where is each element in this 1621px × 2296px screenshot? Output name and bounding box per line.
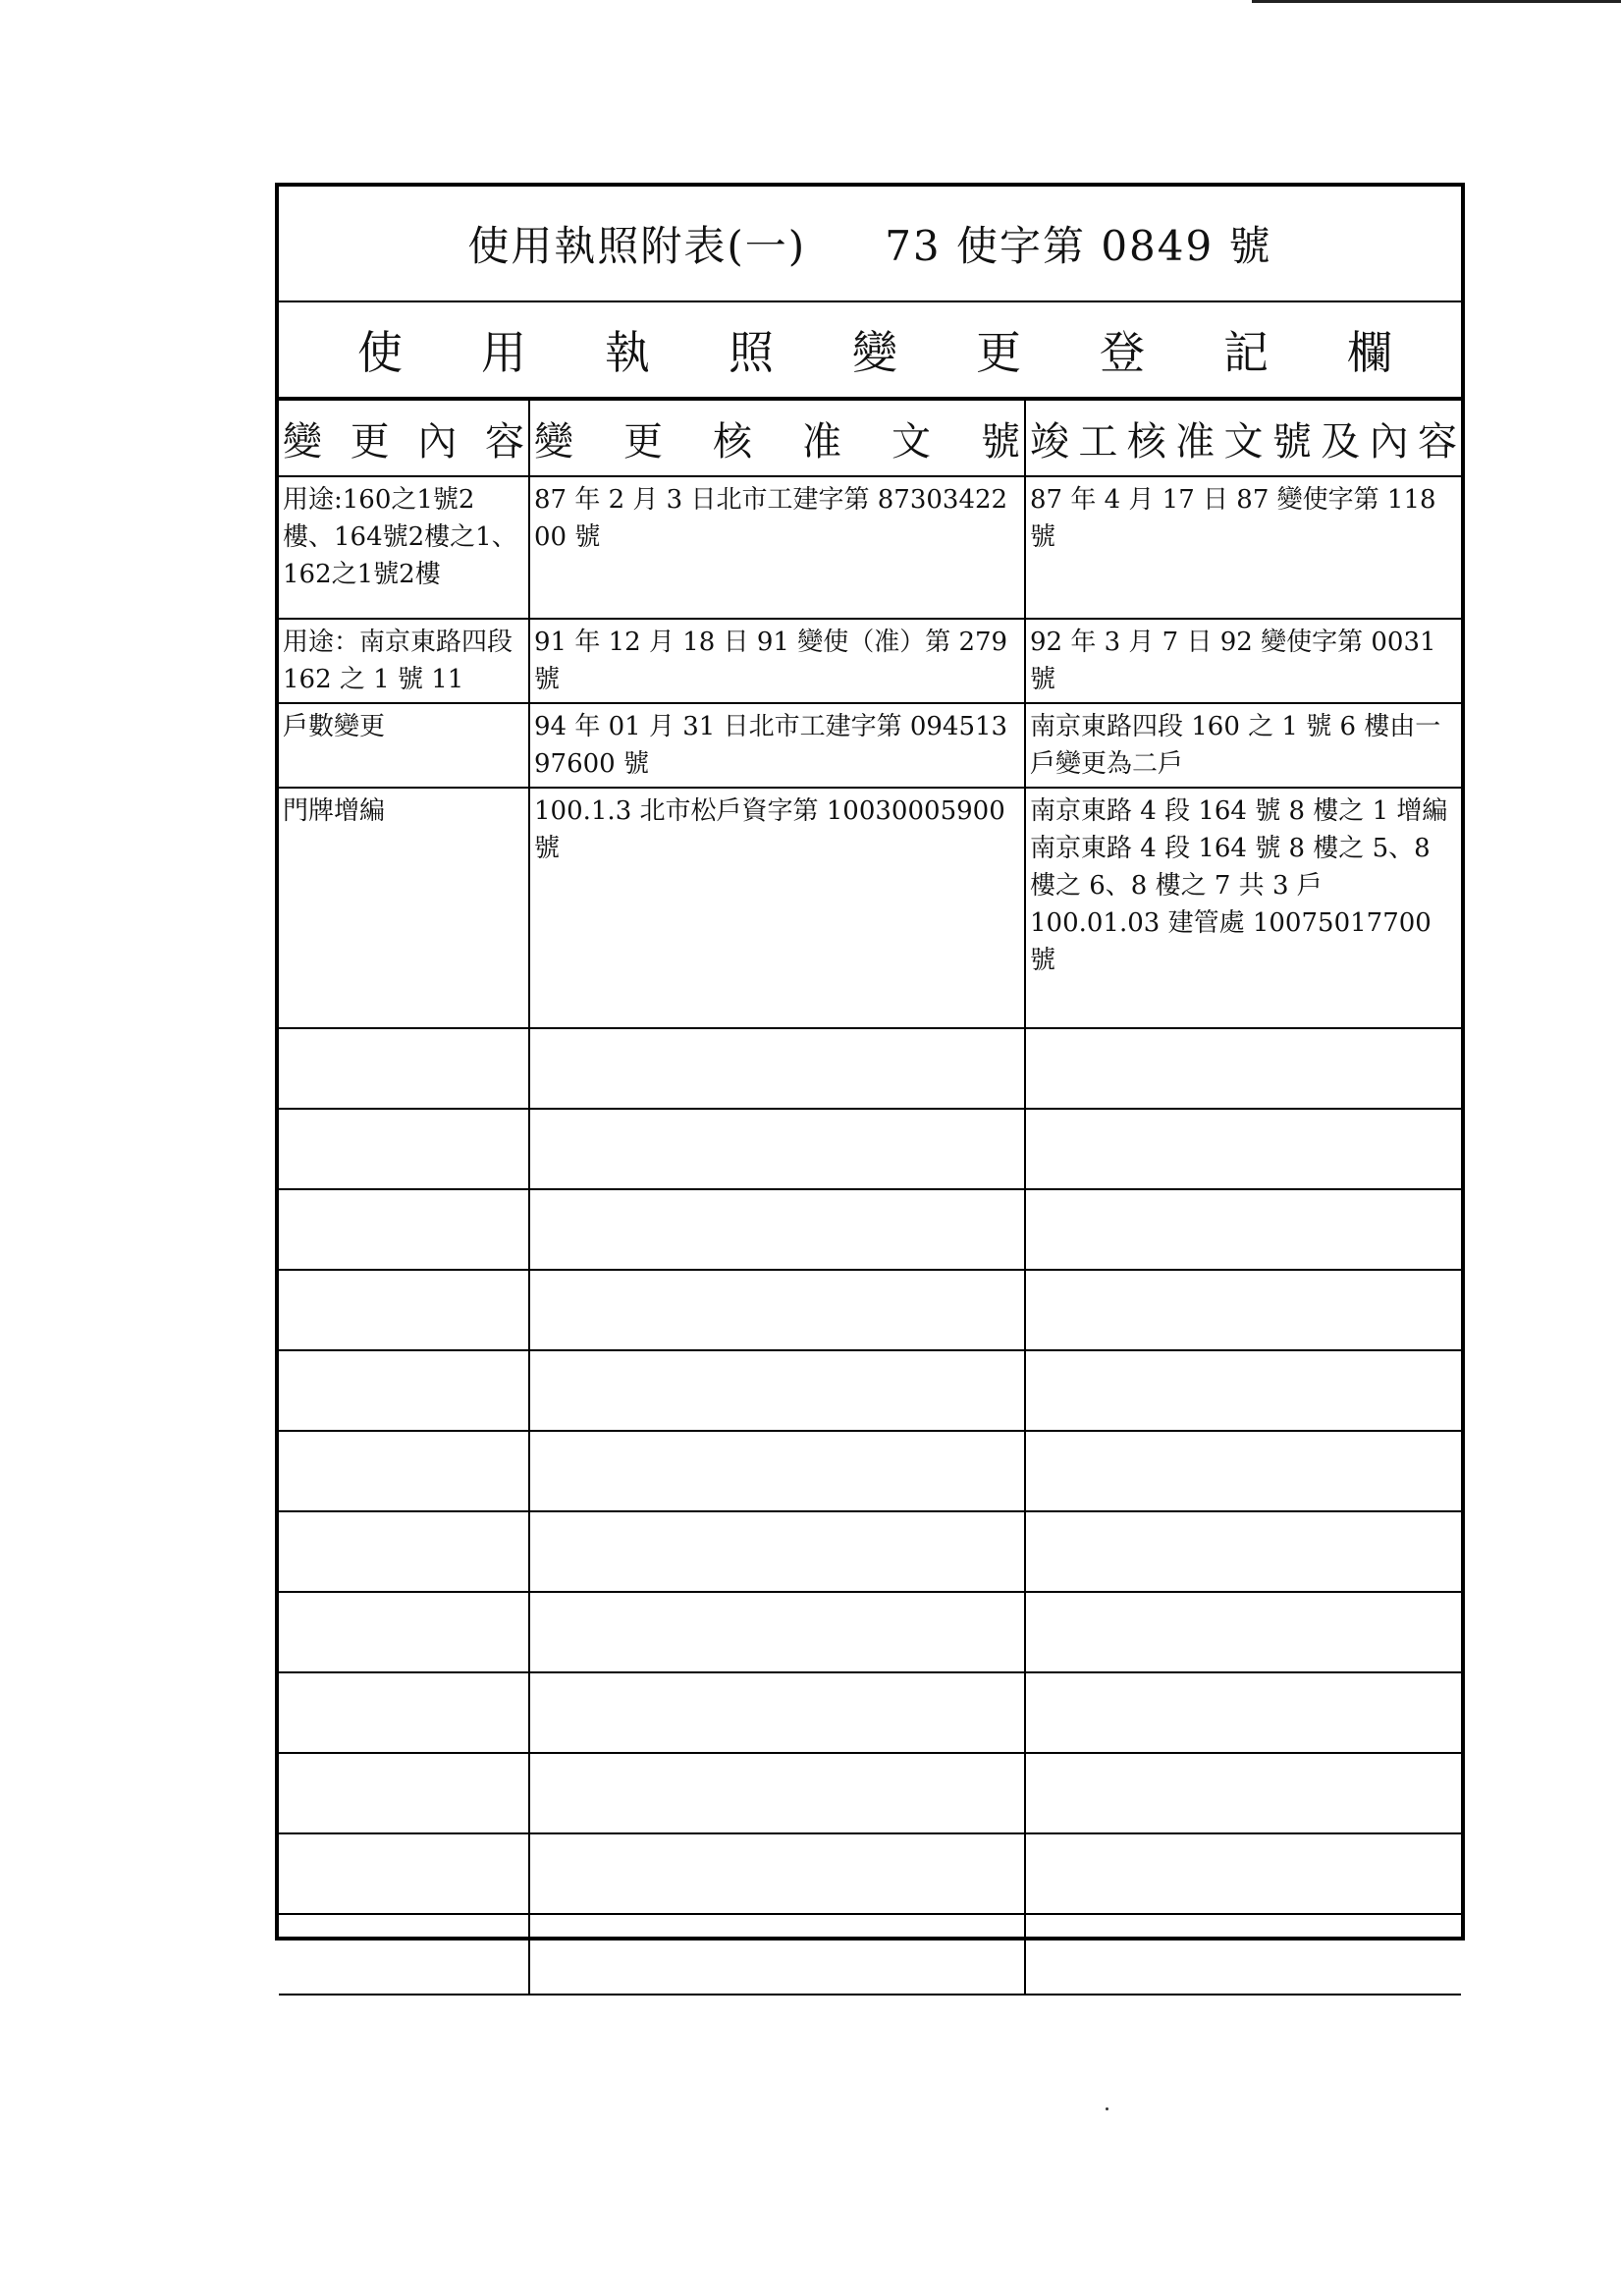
- empty-cell: [279, 1350, 529, 1431]
- table-row: [279, 476, 1461, 619]
- empty-cell: [529, 1270, 1025, 1350]
- empty-cell: [529, 1914, 1025, 1995]
- empty-cell: [279, 1592, 529, 1672]
- subtitle-char: 更: [976, 326, 1021, 379]
- subtitle-char: 照: [729, 326, 774, 379]
- form-subtitle: [279, 302, 1461, 399]
- table-row: [279, 619, 1461, 703]
- subtitle-char: 用: [481, 326, 526, 379]
- change-record-table: [279, 399, 1461, 1995]
- header-char: 竣: [1030, 418, 1069, 465]
- empty-cell: [529, 1753, 1025, 1833]
- empty-table-row: [279, 1511, 1461, 1592]
- subtitle-char: 變: [852, 326, 897, 379]
- license-number: 73 使字第 0849 號: [885, 222, 1272, 270]
- empty-cell: [1025, 1672, 1461, 1753]
- empty-cell: [279, 1914, 529, 1995]
- header-char: 准: [802, 418, 841, 465]
- empty-cell: [279, 1833, 529, 1914]
- header-char: 變: [534, 418, 573, 465]
- scan-edge-mark: [1252, 0, 1621, 3]
- empty-table-row: [279, 1270, 1461, 1350]
- header-char: 文: [1223, 418, 1264, 465]
- empty-table-row: [279, 1189, 1461, 1270]
- empty-cell: [279, 1189, 529, 1270]
- cell-completion-details: 南京東路 4 段 164 號 8 樓之 1 增編 南京東路 4 段 164 號 8 樓之 5、8 樓之 6、8 樓之 7 共 3 戶 100.01.03 建管處 10075017700 號: [1025, 788, 1461, 1028]
- empty-table-row: [279, 1028, 1461, 1109]
- empty-cell: [1025, 1592, 1461, 1672]
- empty-cell: [279, 1511, 529, 1592]
- empty-cell: [1025, 1189, 1461, 1270]
- empty-cell: [529, 1109, 1025, 1189]
- subtitle-char: 使: [357, 326, 403, 379]
- cell-approval-number: 94 年 01 月 31 日北市工建字第 09451397600 號: [529, 703, 1025, 788]
- cell-change-content: 戶數變更: [279, 703, 529, 788]
- column-header-content: [279, 400, 529, 476]
- empty-cell: [529, 1028, 1025, 1109]
- form-title: 使用執照附表(一): [467, 222, 807, 270]
- table-row: [279, 788, 1461, 1028]
- table-header-row: [279, 400, 1461, 476]
- header-char: 號: [981, 418, 1020, 465]
- cell-approval-number: 87 年 2 月 3 日北市工建字第 8730342200 號: [529, 476, 1025, 619]
- cell-change-content: 用途:160之1號2樓、164號2樓之1、162之1號2樓: [279, 476, 529, 619]
- empty-table-row: [279, 1109, 1461, 1189]
- subtitle-char: 記: [1223, 326, 1269, 379]
- empty-cell: [1025, 1511, 1461, 1592]
- header-char: 及: [1321, 418, 1361, 465]
- subtitle-char: 執: [605, 326, 650, 379]
- empty-cell: [1025, 1350, 1461, 1431]
- header-char: 更: [350, 418, 390, 465]
- header-char: 准: [1175, 418, 1216, 465]
- empty-cell: [279, 1109, 529, 1189]
- empty-cell: [1025, 1270, 1461, 1350]
- empty-cell: [529, 1511, 1025, 1592]
- cell-approval-number: 100.1.3 北市松戶資字第 10030005900 號: [529, 788, 1025, 1028]
- empty-table-row: [279, 1672, 1461, 1753]
- empty-cell: [1025, 1914, 1461, 1995]
- empty-cell: [279, 1672, 529, 1753]
- header-char: 內: [417, 418, 458, 465]
- empty-table-row: [279, 1350, 1461, 1431]
- cell-approval-number: 91 年 12 月 18 日 91 變使（准）第 279 號: [529, 619, 1025, 703]
- column-header-approval: [529, 400, 1025, 476]
- cell-change-content: 用途：南京東路四段 162 之 1 號 11: [279, 619, 529, 703]
- empty-table-row: [279, 1431, 1461, 1511]
- empty-cell: [1025, 1833, 1461, 1914]
- header-char: 核: [1126, 418, 1166, 465]
- cell-completion-details: 南京東路四段 160 之 1 號 6 樓由一戶變更為二戶: [1025, 703, 1461, 788]
- header-char: 變: [283, 418, 322, 465]
- header-char: 容: [484, 418, 524, 465]
- empty-cell: [529, 1350, 1025, 1431]
- subtitle-char: 登: [1100, 326, 1145, 379]
- cell-completion-details: 87 年 4 月 17 日 87 變使字第 118 號: [1025, 476, 1461, 619]
- empty-table-row: [279, 1592, 1461, 1672]
- empty-cell: [529, 1189, 1025, 1270]
- header-char: 內: [1369, 418, 1409, 465]
- empty-cell: [1025, 1431, 1461, 1511]
- empty-cell: [529, 1592, 1025, 1672]
- column-header-completion: [1025, 400, 1461, 476]
- header-char: 號: [1271, 418, 1312, 465]
- empty-cell: [279, 1431, 529, 1511]
- empty-table-row: [279, 1753, 1461, 1833]
- header-char: 容: [1418, 418, 1457, 465]
- header-char: 文: [892, 418, 931, 465]
- table-row: [279, 703, 1461, 788]
- empty-table-row: [279, 1833, 1461, 1914]
- header-char: 工: [1078, 418, 1118, 465]
- scan-speck: [1106, 2107, 1108, 2110]
- header-char: 核: [713, 418, 752, 465]
- empty-cell: [529, 1431, 1025, 1511]
- empty-cell: [1025, 1028, 1461, 1109]
- empty-cell: [1025, 1109, 1461, 1189]
- empty-cell: [279, 1753, 529, 1833]
- subtitle-char: 欄: [1347, 326, 1392, 379]
- header-char: 更: [623, 418, 663, 465]
- empty-cell: [279, 1270, 529, 1350]
- empty-cell: [529, 1833, 1025, 1914]
- cell-completion-details: 92 年 3 月 7 日 92 變使字第 0031 號: [1025, 619, 1461, 703]
- empty-cell: [279, 1028, 529, 1109]
- empty-table-row: [279, 1914, 1461, 1995]
- empty-cell: [529, 1672, 1025, 1753]
- form-title-row: [279, 187, 1461, 302]
- license-appendix-form: [275, 183, 1465, 1941]
- empty-cell: [1025, 1753, 1461, 1833]
- cell-change-content: 門牌增編: [279, 788, 529, 1028]
